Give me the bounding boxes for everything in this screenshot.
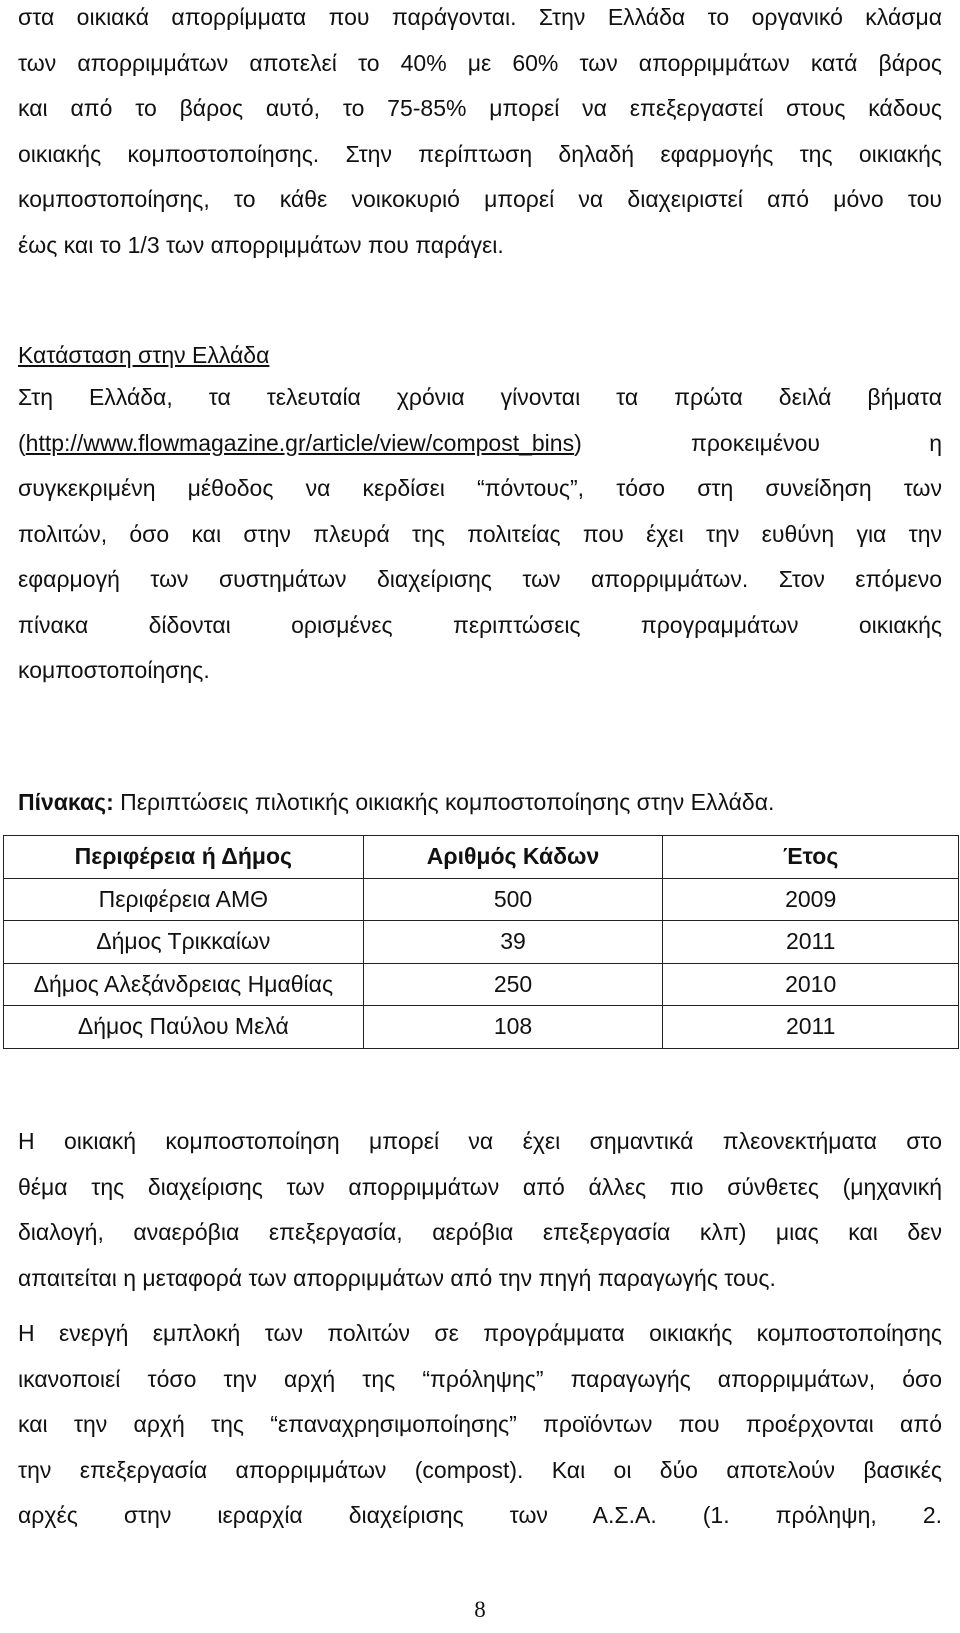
- page-number: 8: [474, 1597, 486, 1622]
- cell-year: 2010: [663, 963, 959, 1006]
- cell-year: 2011: [663, 1006, 959, 1049]
- section-line: πολιτών, όσο και στην πλευρά της πολιτείας που έχει την ευθύνη για την: [18, 520, 942, 547]
- intro-line: στα οικιακά απορρίμματα που παράγονται. Στην Ελλάδα το οργανικό κλάσμα: [18, 4, 942, 30]
- intro-line: των απορριμμάτων αποτελεί το 40% με 60% των απορριμμάτων κατά βάρος: [18, 49, 942, 76]
- section-line: εφαρμογή των συστημάτων διαχείρισης των απορριμμάτων. Στον επόμενο: [18, 566, 942, 592]
- para4-line: και την αρχή της “επαναχρησιμοποίησης” προϊόντων που προέρχονται από: [18, 1411, 942, 1437]
- table-header-row: [4, 836, 959, 879]
- para4-line: αρχές στην ιεραρχία διαχείρισης των Α.Σ.Α. (1. πρόληψη, 2.: [18, 1502, 942, 1528]
- header-bins: Αριθμός Κάδων: [363, 836, 663, 879]
- section-heading: Κατάσταση στην Ελλάδα: [18, 342, 270, 368]
- header-year: Έτος: [663, 836, 959, 879]
- cell-bins: 39: [363, 921, 663, 964]
- section-line: Στη Ελλάδα, τα τελευταία χρόνια γίνονται τα πρώτα δειλά βήματα: [18, 384, 942, 410]
- flowmagazine-link[interactable]: http://www.flowmagazine.gr/article/view/compost_bins: [25, 429, 575, 456]
- cell-region: Δήμος Τρικκαίων: [4, 921, 364, 964]
- cell-year: 2011: [663, 921, 959, 964]
- para4-line: ικανοποιεί τόσο την αρχή της “πρόληψης” παραγωγής απορριμμάτων, όσο: [18, 1365, 942, 1392]
- line-rest: ) προκειμένου η: [574, 429, 942, 456]
- para3-line: θέμα της διαχείρισης των απορριμμάτων από άλλες πιο σύνθετες (μηχανική: [18, 1173, 942, 1200]
- para3-line: διαλογή, αναερόβια επεξεργασία, αερόβια επεξεργασία κλπ) μιας και δεν: [18, 1219, 942, 1245]
- section-paragraph: [18, 375, 942, 694]
- para3-line: απαιτείται η μεταφορά των απορριμμάτων από την πηγή παραγωγής τους.: [18, 1264, 776, 1291]
- cell-bins: 108: [363, 1006, 663, 1049]
- intro-line: κομποστοποίησης, το κάθε νοικοκυριό μπορεί να διαχειριστεί από μόνο του: [18, 186, 942, 212]
- para4-line: Η ενεργή εμπλοκή των πολιτών σε προγράμματα οικιακής κομποστοποίησης: [18, 1320, 942, 1346]
- table-row: [4, 921, 959, 964]
- section-line: κομποστοποίησης.: [18, 657, 210, 683]
- section-line: πίνακα δίδονται ορισμένες περιπτώσεις προγραμμάτων οικιακής: [18, 611, 942, 638]
- intro-line: έως και το 1/3 των απορριμμάτων που παράγει.: [18, 231, 504, 258]
- citizen-involvement-paragraph: [18, 1311, 942, 1539]
- para3-line: Η οικιακή κομποστοποίηση μπορεί να έχει σημαντικά πλεονεκτήματα στο: [18, 1128, 942, 1154]
- table-caption: [18, 785, 774, 819]
- advantages-paragraph: [18, 1119, 942, 1301]
- caption-label: Πίνακας:: [18, 789, 114, 815]
- table-row: [4, 1006, 959, 1049]
- cell-bins: 250: [363, 963, 663, 1006]
- cell-region: Δήμος Παύλου Μελά: [4, 1006, 364, 1049]
- para4-line: την επεξεργασία απορριμμάτων (compost). Και οι δύο αποτελούν βασικές: [18, 1456, 942, 1483]
- intro-line: οικιακής κομποστοποίησης. Στην περίπτωση δηλαδή εφαρμογής της οικιακής: [18, 140, 942, 167]
- caption-text: Περιπτώσεις πιλοτικής οικιακής κομποστοποίησης στην Ελλάδα.: [113, 789, 775, 815]
- header-region: Περιφέρεια ή Δήμος: [4, 836, 364, 879]
- cell-region: Περιφέρεια ΑΜΘ: [4, 878, 364, 921]
- table-row: [4, 878, 959, 921]
- cell-region: Δήμος Αλεξάνδρειας Ημαθίας: [4, 963, 364, 1006]
- section-line-with-link: [18, 421, 942, 467]
- paren-open: (: [18, 429, 26, 456]
- intro-line: και από το βάρος αυτό, το 75-85% μπορεί να επεξεργαστεί στους κάδους: [18, 95, 942, 121]
- table-row: [4, 963, 959, 1006]
- compost-cases-table: [3, 835, 959, 1049]
- cell-bins: 500: [363, 878, 663, 921]
- intro-paragraph: [18, 0, 942, 268]
- cell-year: 2009: [663, 878, 959, 921]
- section-line: συγκεκριμένη μέθοδος να κερδίσει “πόντους”, τόσο στη συνείδηση των: [18, 475, 942, 501]
